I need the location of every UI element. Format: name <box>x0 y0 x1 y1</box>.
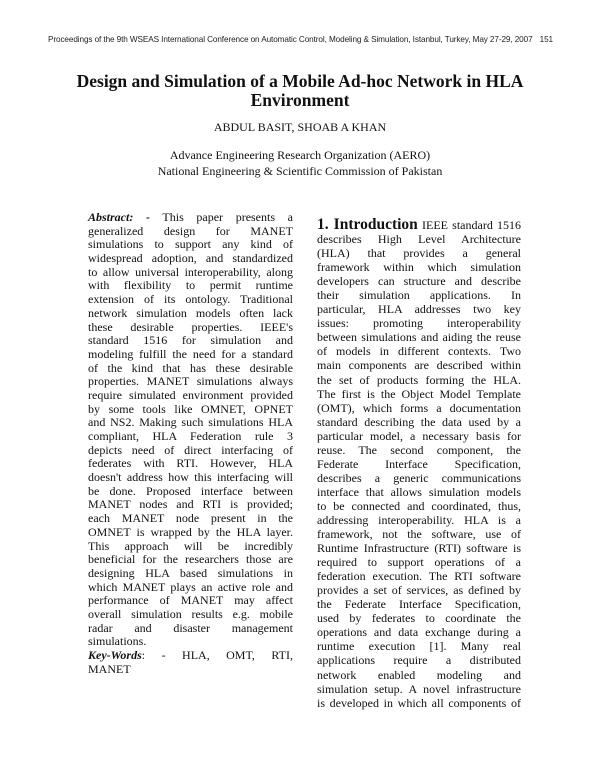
abstract-line <box>88 293 293 307</box>
abstract-line <box>88 553 293 567</box>
abstract-line <box>88 526 293 540</box>
introduction-text: describes a generic communications <box>317 470 521 485</box>
abstract-line <box>88 348 293 362</box>
introduction-line <box>317 218 521 232</box>
introduction-text: addressing interoperability. HLA is a <box>317 512 521 527</box>
introduction-line <box>317 274 521 288</box>
introduction-text: framework within which simulation <box>317 260 521 275</box>
introduction-line <box>317 499 521 513</box>
abstract-text: MANET nodes and RTI is provided; <box>88 497 293 512</box>
introduction-text: developers can structure and describe <box>317 274 521 289</box>
introduction-text: simulation setup. A novel infrastructure <box>317 681 521 696</box>
affiliation-line: Advance Engineering Research Organization (AERO) <box>169 148 431 162</box>
introduction-text: applications require a distributed <box>317 653 521 668</box>
introduction-line <box>317 682 521 696</box>
abstract-label: Abstract: - <box>88 210 150 224</box>
introduction-text: provides a set of services, as defined by <box>317 583 521 598</box>
introduction-text: IEEE standard 1516 <box>422 218 522 232</box>
introduction-line <box>317 330 521 344</box>
abstract-text: modeling fulfill the need for a standard <box>88 346 293 361</box>
abstract-line <box>88 567 293 581</box>
introduction-line <box>317 260 521 274</box>
abstract-text: beneficial for the researchers those are <box>88 552 293 567</box>
introduction-text: between simulations and aiding the reuse <box>317 330 521 345</box>
introduction-text: the Federate Interface Specification, <box>317 597 521 612</box>
introduction-text: (HLA) that provides a general <box>317 246 521 261</box>
introduction-text: runtime execution [1]. Many real <box>317 639 521 654</box>
introduction-line <box>317 555 521 569</box>
introduction-text: is developed in which all components of <box>317 695 521 710</box>
abstract-text: widespread adoption, and standardized <box>88 251 293 266</box>
abstract-text: This approach will be incredibly <box>88 538 293 553</box>
introduction-text: to be connected and coordinated, thus, <box>317 498 521 513</box>
affiliation-line: National Engineering & Scientific Commission of Pakistan <box>157 164 443 178</box>
abstract-text: depicts need of direct interfacing of <box>88 442 293 457</box>
abstract-column <box>88 211 293 676</box>
introduction-text: framework, not the software, use of <box>317 527 521 542</box>
abstract-text: OMNET is wrapped by the HLA layer. <box>88 524 293 539</box>
keywords-text: : - HLA, OMT, RTI, <box>141 648 293 662</box>
introduction-line <box>317 316 521 330</box>
introduction-line <box>317 471 521 485</box>
abstract-line <box>88 238 293 252</box>
introduction-text: describes High Level Architecture <box>317 232 521 247</box>
abstract-line <box>88 594 293 608</box>
abstract-text: properties. MANET simulations always <box>88 374 293 389</box>
abstract-line <box>88 362 293 376</box>
abstract-line <box>88 581 293 595</box>
running-head-text: Proceedings of the 9th WSEAS International Conference on Automatic Control, Modeling & Simulation, Istanbul, Turkey, May 27-29, 2007 <box>48 35 533 44</box>
abstract-line <box>88 225 293 239</box>
introduction-text: required to support operations of a <box>317 555 521 570</box>
abstract-line <box>88 471 293 485</box>
introduction-line <box>317 696 521 710</box>
introduction-line <box>317 288 521 302</box>
introduction-text: operations and data exchange during a <box>317 625 521 640</box>
introduction-line <box>317 597 521 611</box>
introduction-line <box>317 232 521 246</box>
introduction-line <box>317 302 521 316</box>
introduction-line <box>317 457 521 471</box>
keywords-line <box>88 649 293 663</box>
abstract-line <box>88 403 293 417</box>
introduction-line <box>317 639 521 653</box>
affiliation <box>0 147 600 179</box>
abstract-line <box>88 540 293 554</box>
introduction-line <box>317 387 521 401</box>
abstract-text: to allow universal interoperability, along <box>88 264 293 279</box>
abstract-line <box>88 635 293 649</box>
introduction-line <box>317 373 521 387</box>
abstract-text: require simulated environment provided <box>88 387 293 402</box>
abstract-text: doesn't address how this interfacing will <box>88 470 293 485</box>
abstract-line <box>88 321 293 335</box>
introduction-text: the set of products forming the HLA. <box>317 372 521 387</box>
keywords-text: MANET <box>88 661 131 676</box>
abstract-text: extension of its ontology. Traditional <box>88 292 293 307</box>
abstract-line <box>88 622 293 636</box>
introduction-line <box>317 429 521 443</box>
authors: ABDUL BASIT, SHOAB A KHAN <box>213 120 387 134</box>
abstract-text: simulations to support any kind of <box>88 237 293 252</box>
introduction-column <box>317 218 521 710</box>
introduction-line <box>317 541 521 555</box>
abstract-line <box>88 307 293 321</box>
introduction-line <box>317 527 521 541</box>
introduction-line <box>317 611 521 625</box>
introduction-text: particular model, a necessary basis for <box>317 428 521 443</box>
title-line: Design and Simulation of a Mobile Ad-hoc Network in HLA <box>76 71 524 91</box>
introduction-line <box>317 401 521 415</box>
abstract-text: and NS2. Making such simulations HLA <box>88 415 293 430</box>
abstract-text: overall simulation results e.g. mobile <box>88 606 293 621</box>
introduction-text: Runtime Infrastructure (RTI) software is <box>317 541 521 556</box>
introduction-text: federation execution. The RTI software <box>317 569 521 584</box>
abstract-line <box>88 211 293 225</box>
abstract-line <box>88 252 293 266</box>
page-number: 151 <box>539 35 553 44</box>
introduction-text: standard describing the data used by a <box>317 414 521 429</box>
abstract-text: these desirable properties. IEEE's <box>88 319 293 334</box>
paper-title <box>0 72 600 110</box>
introduction-text: their simulation applications. In <box>317 288 521 303</box>
introduction-text: of models in different contexts. Two <box>317 344 521 359</box>
introduction-text: interface that allows simulation models <box>317 484 521 499</box>
abstract-line <box>88 430 293 444</box>
introduction-line <box>317 583 521 597</box>
introduction-text: (OMT), which forms a documentation <box>317 400 521 415</box>
abstract-line <box>88 266 293 280</box>
abstract-line <box>88 608 293 622</box>
abstract-line <box>88 512 293 526</box>
abstract-text: with flexibility to permit runtime <box>88 278 293 293</box>
abstract-text: each MANET node present in the <box>88 511 293 526</box>
abstract-line <box>88 444 293 458</box>
abstract-text: designing HLA based simulations in <box>88 565 293 580</box>
abstract-text: federates with RTI. However, HLA <box>88 456 293 471</box>
introduction-text: Federate Interface Specification, <box>317 456 521 471</box>
introduction-text: network enabled modeling and <box>317 667 521 682</box>
introduction-line <box>317 246 521 260</box>
introduction-text: used by federates to coordinate the <box>317 611 521 626</box>
abstract-text: simulations. <box>88 634 147 649</box>
abstract-line <box>88 334 293 348</box>
abstract-line <box>88 375 293 389</box>
introduction-text: particular, HLA addresses two key <box>317 302 521 317</box>
introduction-line <box>317 443 521 457</box>
abstract-text: compliant, HLA Federation rule 3 <box>88 429 293 443</box>
introduction-text: main components are described within <box>317 358 521 373</box>
keywords-line <box>88 663 293 677</box>
abstract-text: network simulation models often lack <box>88 305 293 320</box>
abstract-text: generalized design for MANET <box>88 223 293 238</box>
introduction-line <box>317 653 521 667</box>
abstract-text: which MANET plays an active role and <box>88 579 293 594</box>
abstract-text: radar and disaster management <box>88 620 293 635</box>
running-header <box>48 35 553 44</box>
abstract-line <box>88 498 293 512</box>
abstract-text: This paper presents a <box>162 210 293 224</box>
introduction-line <box>317 569 521 583</box>
introduction-text: issues: promoting interoperability <box>317 316 521 331</box>
introduction-line <box>317 415 521 429</box>
abstract-text: by some tools like OMNET, OPNET <box>88 401 293 416</box>
abstract-line <box>88 389 293 403</box>
introduction-text: reuse. The second component, the <box>317 442 521 457</box>
introduction-line <box>317 358 521 372</box>
introduction-line <box>317 344 521 358</box>
abstract-line <box>88 416 293 430</box>
abstract-text: of the kind that has these desirable <box>88 360 293 375</box>
introduction-line <box>317 668 521 682</box>
title-line: Environment <box>250 90 350 110</box>
keywords-label: Key-Words <box>88 648 142 662</box>
abstract-line <box>88 485 293 499</box>
introduction-line <box>317 485 521 499</box>
introduction-text: The first is the Object Model Template <box>317 386 521 401</box>
abstract-line <box>88 279 293 293</box>
introduction-line <box>317 513 521 527</box>
abstract-line <box>88 457 293 471</box>
abstract-text: be done. Proposed interface between <box>88 483 293 498</box>
abstract-text: performance of MANET may affect <box>88 593 293 608</box>
introduction-line <box>317 625 521 639</box>
abstract-text: standard 1516 for simulation and <box>88 333 293 348</box>
section-heading: 1. Introduction <box>317 216 418 233</box>
